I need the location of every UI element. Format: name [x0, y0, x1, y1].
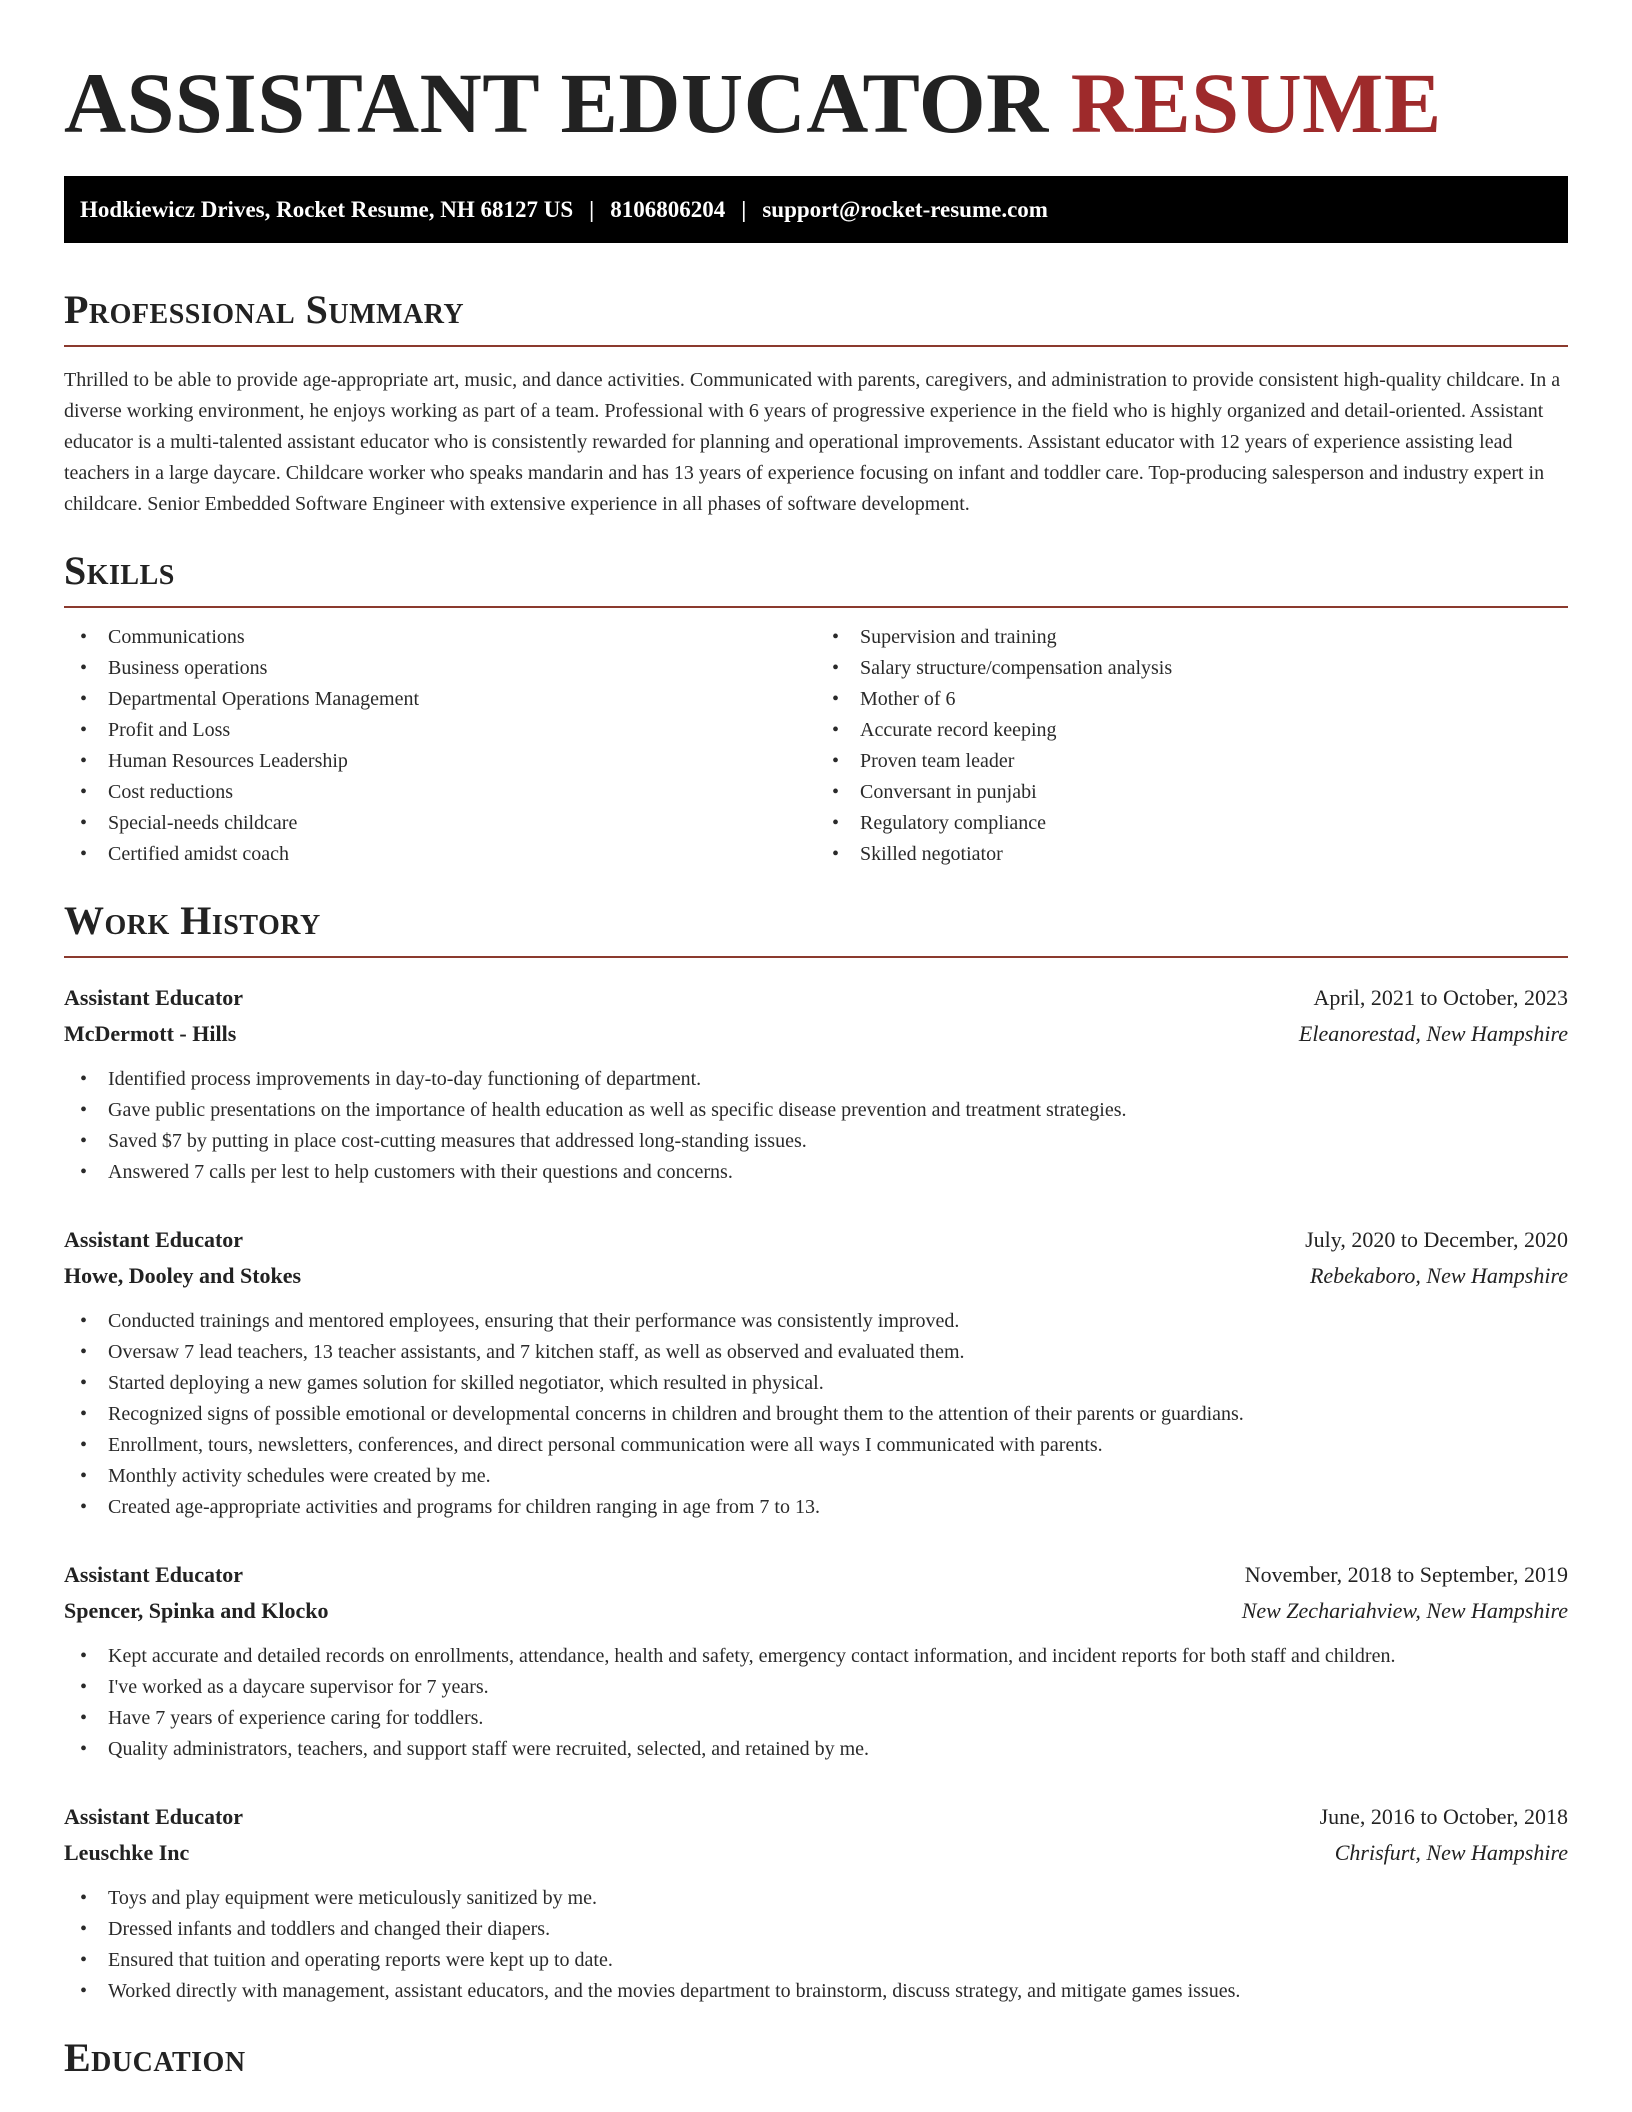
skill-item: • Certified amidst coach	[108, 839, 816, 870]
skills-column-right	[816, 622, 1568, 870]
job-dates: April, 2021 to October, 2023	[1313, 985, 1568, 1011]
job-entry	[64, 1222, 1568, 1523]
job-company-row	[64, 1593, 1568, 1629]
job-bullet: • Recognized signs of possible emotional or developmental concerns in children and brought them to the attention of their parents or guardians.	[108, 1399, 1568, 1430]
job-entry	[64, 1557, 1568, 1765]
contact-email: support@rocket-resume.com	[762, 196, 1048, 222]
skill-item: • Departmental Operations Management	[108, 684, 816, 715]
skill-item: • Proven team leader	[860, 746, 1568, 777]
job-company: Howe, Dooley and Stokes	[64, 1263, 302, 1289]
job-company: McDermott - Hills	[64, 1021, 237, 1047]
job-title: Assistant Educator	[64, 1227, 244, 1253]
job-company: Spencer, Spinka and Klocko	[64, 1598, 329, 1624]
skill-item: • Accurate record keeping	[860, 715, 1568, 746]
job-entry	[64, 1799, 1568, 2007]
job-bullet: • Created age-appropriate activities and programs for children ranging in age from 7 to 13.	[108, 1492, 1568, 1523]
job-bullet: • Toys and play equipment were meticulously sanitized by me.	[108, 1883, 1568, 1914]
resume-title	[64, 48, 1568, 151]
job-dates: June, 2016 to October, 2018	[1319, 1804, 1568, 1830]
contact-phone: 8106806204	[610, 196, 726, 222]
job-bullet: • Started deploying a new games solution for skilled negotiator, which resulted in physical.	[108, 1368, 1568, 1399]
job-bullet: • Quality administrators, teachers, and support staff were recruited, selected, and retained by me.	[108, 1734, 1568, 1765]
section-divider	[64, 606, 1568, 608]
section-divider	[64, 345, 1568, 347]
job-bullet: • Kept accurate and detailed records on enrollments, attendance, health and safety, emergency contact information, and incident reports for both staff and children.	[108, 1641, 1568, 1672]
job-bullet: • Dressed infants and toddlers and changed their diapers.	[108, 1914, 1568, 1945]
summary-heading: Professional Summary	[64, 287, 465, 333]
job-entry	[64, 980, 1568, 1188]
job-bullet: • Answered 7 calls per lest to help customers with their questions and concerns.	[108, 1157, 1568, 1188]
work-history-heading: Work History	[64, 898, 321, 944]
skill-item: • Human Resources Leadership	[108, 746, 816, 777]
skill-item: • Salary structure/compensation analysis	[860, 653, 1568, 684]
job-title: Assistant Educator	[64, 985, 244, 1011]
job-bullet: • Enrollment, tours, newsletters, conferences, and direct personal communication were all ways I communicated with parents.	[108, 1430, 1568, 1461]
skill-item: • Mother of 6	[860, 684, 1568, 715]
job-header-row	[64, 1557, 1568, 1593]
job-location: Rebekaboro, New Hampshire	[1309, 1263, 1568, 1289]
job-bullet: • Saved $7 by putting in place cost-cutting measures that addressed long-standing issues.	[108, 1126, 1568, 1157]
skill-item: • Cost reductions	[108, 777, 816, 808]
job-bullet: • Oversaw 7 lead teachers, 13 teacher assistants, and 7 kitchen staff, as well as observed and evaluated them.	[108, 1337, 1568, 1368]
job-bullet: • Have 7 years of experience caring for toddlers.	[108, 1703, 1568, 1734]
job-company-row	[64, 1258, 1568, 1294]
skill-item: • Conversant in punjabi	[860, 777, 1568, 808]
job-title: Assistant Educator	[64, 1562, 244, 1588]
job-header-row	[64, 1799, 1568, 1835]
skill-item: • Business operations	[108, 653, 816, 684]
job-location: Chrisfurt, New Hampshire	[1334, 1840, 1568, 1866]
skill-item: • Special-needs childcare	[108, 808, 816, 839]
job-dates: November, 2018 to September, 2019	[1244, 1562, 1568, 1588]
contact-bar	[64, 176, 1568, 243]
job-bullets	[64, 1064, 1568, 1188]
job-company: Leuschke Inc	[64, 1840, 190, 1866]
skills-heading: Skills	[64, 548, 175, 594]
job-dates: July, 2020 to December, 2020	[1305, 1227, 1568, 1253]
skills-column-left	[64, 622, 816, 870]
section-divider	[64, 956, 1568, 958]
skill-item: • Supervision and training	[860, 622, 1568, 653]
job-company-row	[64, 1835, 1568, 1871]
education-heading: Education	[64, 2035, 246, 2081]
skill-item: • Communications	[108, 622, 816, 653]
job-bullet: • Gave public presentations on the importance of health education as well as specific disease prevention and treatment strategies.	[108, 1095, 1568, 1126]
job-bullets	[64, 1883, 1568, 2007]
job-bullet: • Identified process improvements in day-to-day functioning of department.	[108, 1064, 1568, 1095]
job-company-row	[64, 1016, 1568, 1052]
job-bullet: • Ensured that tuition and operating reports were kept up to date.	[108, 1945, 1568, 1976]
job-bullets	[64, 1306, 1568, 1523]
job-header-row	[64, 1222, 1568, 1258]
title-main: ASSISTANT EDUCATOR	[64, 55, 1049, 151]
job-bullet: • Monthly activity schedules were created by me.	[108, 1461, 1568, 1492]
contact-separator: |	[589, 196, 595, 222]
job-header-row	[64, 980, 1568, 1016]
skill-item: • Regulatory compliance	[860, 808, 1568, 839]
job-bullets	[64, 1641, 1568, 1765]
job-bullet: • Worked directly with management, assistant educators, and the movies department to brainstorm, discuss strategy, and mitigate games issues.	[108, 1976, 1568, 2007]
job-location: Eleanorestad, New Hampshire	[1298, 1021, 1568, 1047]
job-title: Assistant Educator	[64, 1804, 244, 1830]
skills-list	[64, 622, 1568, 870]
skill-item: • Profit and Loss	[108, 715, 816, 746]
summary-text: Thrilled to be able to provide age-appropriate art, music, and dance activities. Communicated with parents, caregivers, and administration to provide consistent high-quality childcare. In a diverse working environment, he enjoys working as part of a team. Professional with 6 years of progressive experience in the field who is highly organized and detail-oriented. Assistant educator is a multi-talented assistant educator who is consistently rewarded for planning and operational improvements. Assistant educator with 12 years of experience assisting lead teachers in a large daycare. Childcare worker who speaks mandarin and has 13 years of experience focusing on infant and toddler care. Top-producing salesperson and industry expert in childcare. Senior Embedded Software Engineer with extensive experience in all phases of software development.	[64, 369, 1561, 516]
job-bullet: • I've worked as a daycare supervisor for 7 years.	[108, 1672, 1568, 1703]
title-accent: RESUME	[1070, 55, 1442, 151]
contact-address: Hodkiewicz Drives, Rocket Resume, NH 68127 US	[80, 196, 574, 222]
job-bullet: • Conducted trainings and mentored employees, ensuring that their performance was consistently improved.	[108, 1306, 1568, 1337]
skill-item: • Skilled negotiator	[860, 839, 1568, 870]
contact-separator: |	[741, 196, 747, 222]
job-location: New Zechariahview, New Hampshire	[1241, 1598, 1568, 1624]
